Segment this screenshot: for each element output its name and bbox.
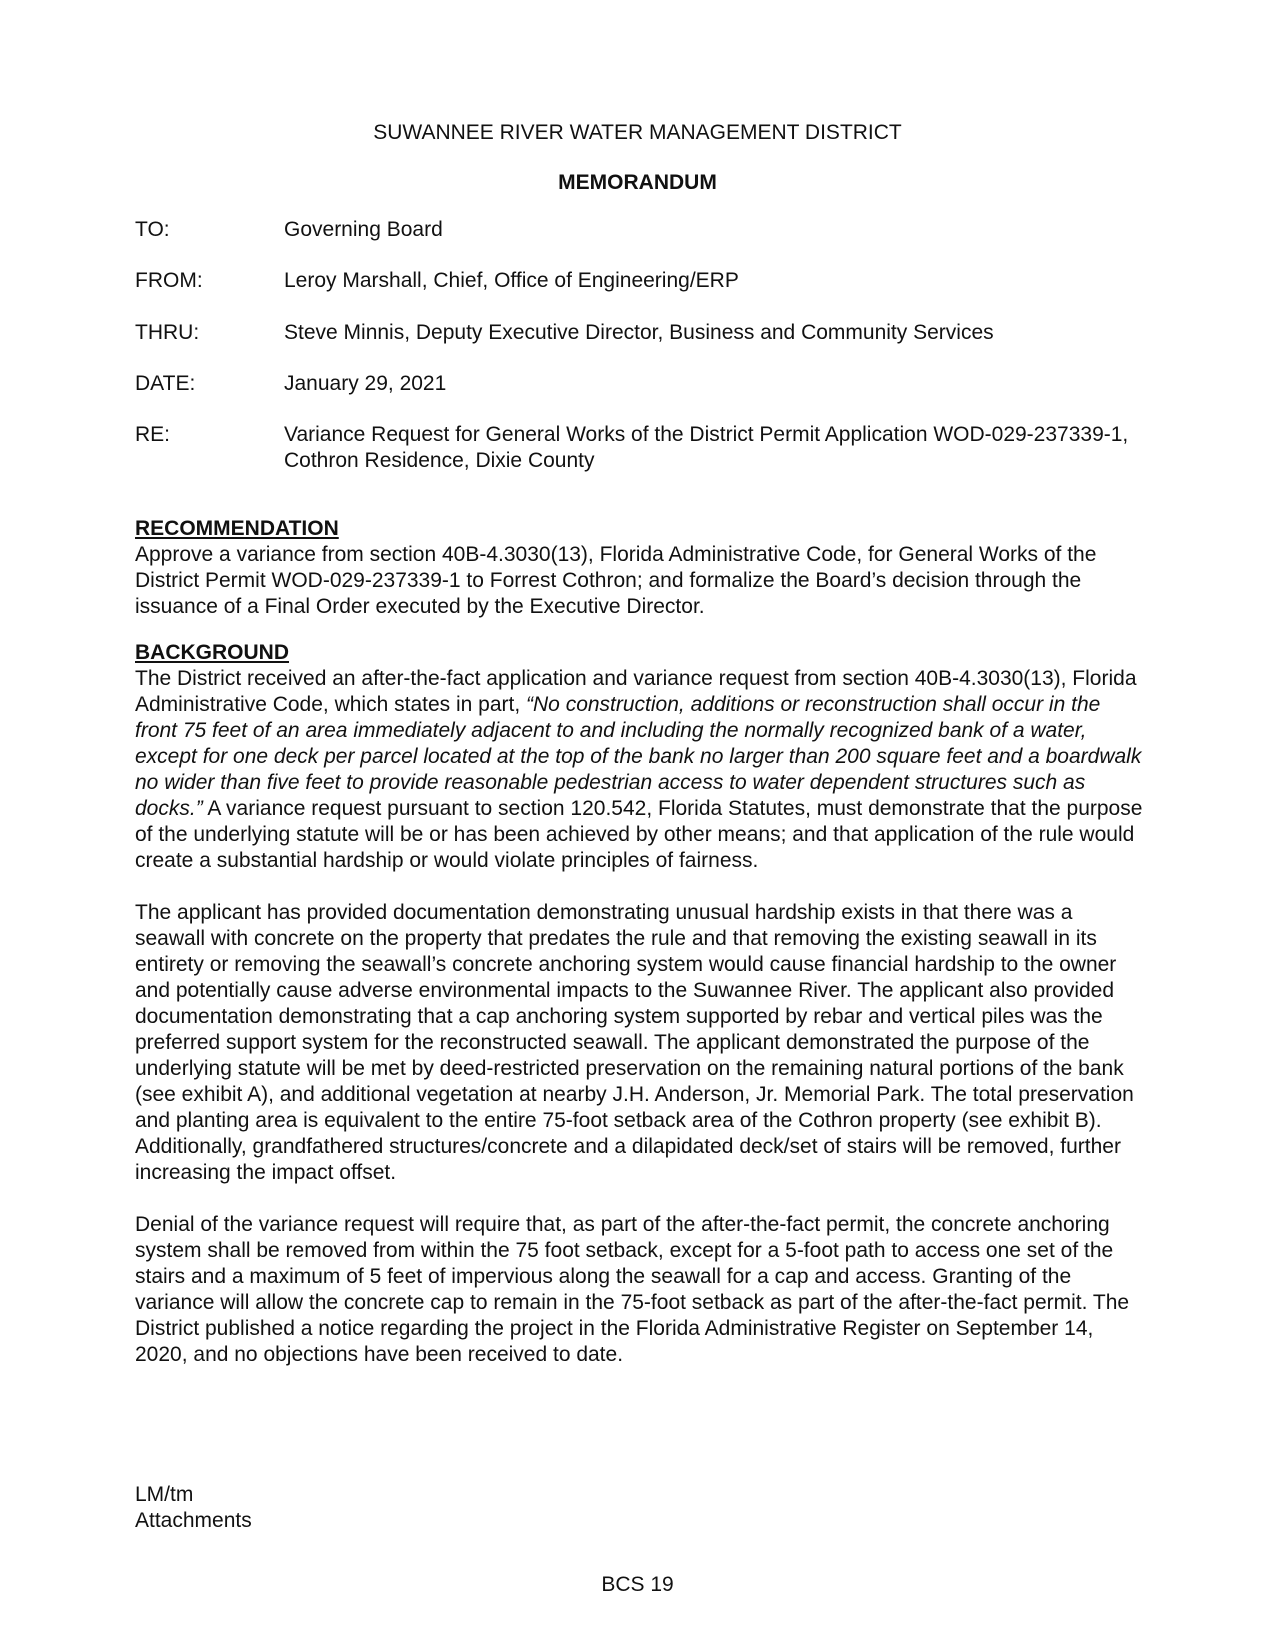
to-label: TO: bbox=[135, 218, 170, 241]
background-p1-rest: A variance request pursuant to section 120.542, Florida Statutes, must demonstrate that the purpose of the underlying statute will be or has been achieved by other means; and that application of the rule would create a substantial hardship or would violate principles of fairness. bbox=[135, 797, 1143, 872]
background-paragraph-2: The applicant has provided documentation demonstrating unusual hardship exists in that there was a seawall with concrete on the property that predates the rule and that removing the existing seawall in its entirety or removing the seawall’s concrete anchoring system would cause financial hardship to the owner and potentially cause adverse environmental impacts to the Suwannee River. The applicant also provided documentation demonstrating that a cap anchoring system supported by rebar and vertical piles was the preferred support system for the reconstructed seawall. The applicant demonstrated the purpose of the underlying statute will be met by deed-restricted preservation on the remaining natural portions of the bank (see exhibit A), and additional vegetation at nearby J.H. Anderson, Jr. Memorial Park. The total preservation and planting area is equivalent to the entire 75-foot setback area of the Cothron property (see exhibit B). Additionally, grandfathered structures/concrete and a dilapidated deck/set of stairs will be removed, further increasing the impact offset. bbox=[135, 901, 1134, 1184]
recommendation-heading: RECOMMENDATION bbox=[135, 517, 339, 540]
from-value: Leroy Marshall, Chief, Office of Engineering/ERP bbox=[284, 269, 739, 292]
memo-title: MEMORANDUM bbox=[558, 171, 717, 194]
thru-value: Steve Minnis, Deputy Executive Director, Business and Community Services bbox=[284, 321, 994, 344]
to-value: Governing Board bbox=[284, 218, 443, 241]
attachments-note: Attachments bbox=[135, 1509, 252, 1532]
background-paragraph-1 bbox=[135, 666, 1145, 874]
recommendation-text: Approve a variance from section 40B-4.3030(13), Florida Administrative Code, for General Works of the District Permit WOD-029-237339-1 to Forrest Cothron; and formalize the Board’s decision through the issuance of a Final Order executed by the Executive Director. bbox=[135, 543, 1097, 618]
background-section bbox=[135, 640, 1145, 1368]
date-value: January 29, 2021 bbox=[284, 372, 447, 395]
author-initials: LM/tm bbox=[135, 1483, 194, 1506]
from-label: FROM: bbox=[135, 269, 203, 292]
rule-quote: “No construction, additions or reconstruction shall occur in the front 75 feet of an area immediately adjacent to and including the normally recognized bank of a water, except for one deck per parcel located at the top of the bank no larger than 200 square feet and a boardwalk no wider than five feet to provide reasonable pedestrian access to water dependent structures such as docks.” bbox=[135, 693, 1142, 820]
page-number: BCS 19 bbox=[601, 1573, 674, 1596]
date-label: DATE: bbox=[135, 372, 196, 395]
background-heading: BACKGROUND bbox=[135, 641, 289, 664]
signoff bbox=[135, 1482, 252, 1534]
thru-label: THRU: bbox=[135, 321, 200, 344]
organization-name: SUWANNEE RIVER WATER MANAGEMENT DISTRICT bbox=[373, 121, 902, 144]
re-label: RE: bbox=[135, 423, 171, 446]
background-paragraph-3: Denial of the variance request will require that, as part of the after-the-fact permit, the concrete anchoring system shall be removed from within the 75 foot setback, except for a 5-foot path to access one set of the stairs and a maximum of 5 feet of impervious along the seawall for a cap and access. Granting of the variance will allow the concrete cap to remain in the 75-foot setback as part of the after-the-fact permit. The District published a notice regarding the project in the Florida Administrative Register on September 14, 2020, and no objections have been received to date. bbox=[135, 1213, 1130, 1366]
recommendation-section bbox=[135, 516, 1145, 620]
re-value: Variance Request for General Works of the District Permit Application WOD-029-237339-1, Cothron Residence, Dixie County bbox=[284, 423, 1129, 472]
background-p1-intro: The District received an after-the-fact application and variance request from section 40B-4.3030(13), Florida Administrative Code, which states in part, bbox=[135, 667, 1137, 716]
